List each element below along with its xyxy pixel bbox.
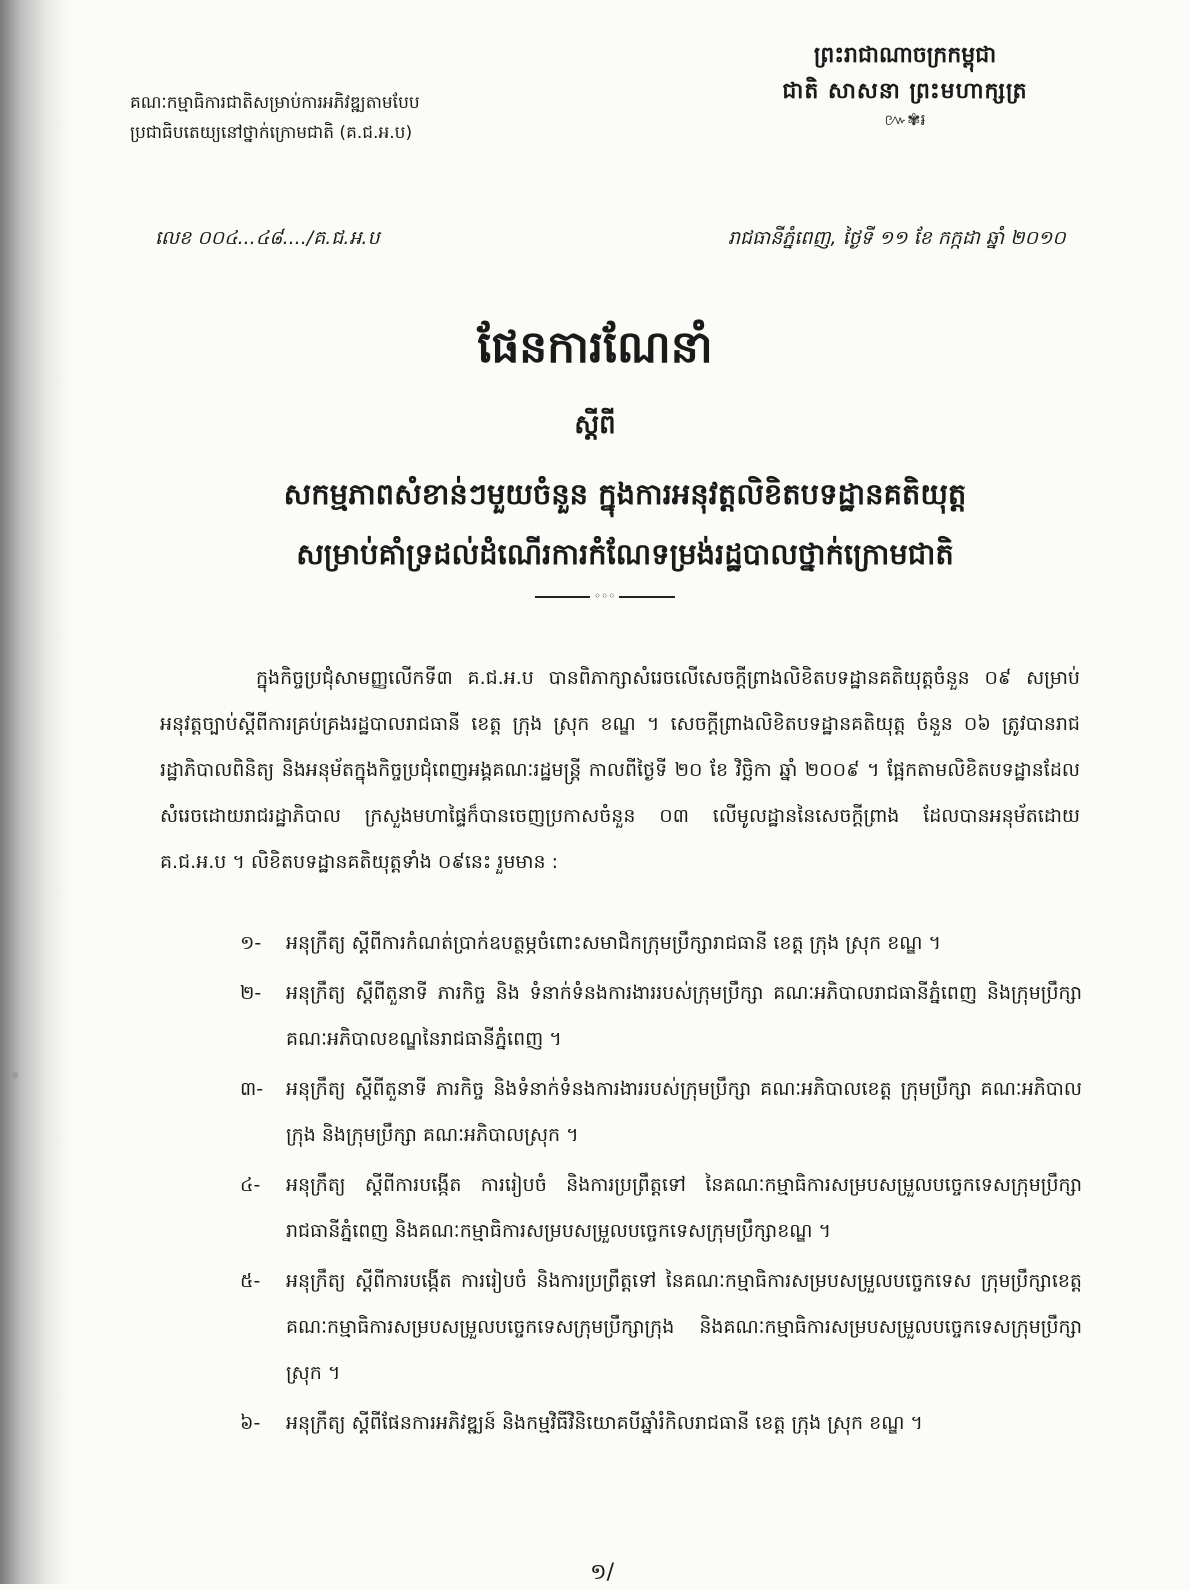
- list-item: [240, 1162, 1082, 1254]
- list-item-text: អនុក្រឹត្យ ស្តីពីតួនាទី ភារកិច្ច និង ទំនាក់ទំនងការងាររបស់ក្រុមប្រឹក្សា គណៈអភិបាលរាជធានីភ្នំពេញ និងក្រុមប្រឹក្សា គណៈអភិបាលខណ្ឌនៃរាជធានីភ្នំពេញ ។: [286, 982, 1082, 1050]
- org-line-2: ប្រជាធិបតេយ្យនៅថ្នាក់ក្រោមជាតិ (គ.ជ.អ.ប): [130, 123, 413, 143]
- list-item: [240, 1066, 1082, 1158]
- issuing-organization: [130, 88, 420, 148]
- subtitle-line-2: សម្រាប់គាំទ្រដល់ដំណើរការកំណែទម្រង់រដ្ឋបាលថ្នាក់ក្រោមជាតិ: [296, 537, 954, 571]
- document-title: ផែនការណែនាំ: [477, 322, 713, 373]
- ornament-icon: ៚✾៛: [884, 110, 926, 129]
- subtitle-line-1: សកម្មភាពសំខាន់ៗមួយចំនួន ក្នុងការអនុវត្តលិខិតបទដ្ឋានគតិយុត្ត: [283, 477, 967, 511]
- divider-ornament-icon: ◦◦◦: [590, 588, 619, 604]
- list-item: [240, 920, 1082, 966]
- list-item: [240, 970, 1082, 1062]
- list-item-text: អនុក្រឹត្យ ស្តីពីការបង្កើត ការរៀបចំ និងការប្រព្រឹត្តទៅ នៃគណៈកម្មាធិការសម្របសម្រួលបច្ចេកទេស ក្រុមប្រឹក្សាខេត្ត គណៈកម្មាធិការសម្របសម្រួលបច្ចេកទេសក្រុមប្រឹក្សាក្រុង និងគណៈកម្មាធិការសម្របសម្រួលបច្ចេកទេសក្រុមប្រឹក្សាស្រុក ។: [286, 1270, 1082, 1384]
- list-item-text: អនុក្រឹត្យ ស្តីពីការកំណត់ប្រាក់ឧបត្ថម្ភចំពោះសមាជិកក្រុមប្រឹក្សារាជធានី ខេត្ត ក្រុង ស្រុក ខណ្ឌ ។: [286, 932, 942, 954]
- list-item: [240, 1400, 1082, 1446]
- list-item-number: ១-: [240, 932, 262, 954]
- title-about: ស្តីពី: [574, 410, 616, 440]
- list-item-text: អនុក្រឹត្យ ស្តីពីផែនការអភិវឌ្ឍន៍ និងកម្មវិធីវិនិយោគបីឆ្នាំរំកិលរាជធានី ខេត្ត ក្រុង ស្រុក ខណ្ឌ ។: [286, 1412, 923, 1434]
- list-item-text: អនុក្រឹត្យ ស្តីពីតួនាទី ភារកិច្ច និងទំនាក់ទំនងការងាររបស់ក្រុមប្រឹក្សា គណៈអភិបាលខេត្ត ក្រុមប្រឹក្សា គណៈអភិបាលក្រុង និងក្រុមប្រឹក្សា គណៈអភិបាលស្រុក ។: [286, 1078, 1082, 1146]
- list-item-number: ៦-: [240, 1412, 261, 1434]
- kingdom-header: [740, 38, 1070, 130]
- document-subtitle: [160, 464, 1090, 584]
- list-item: [240, 1258, 1082, 1396]
- reference-number: លេខ ០០៤...៤៨..../គ.ជ.អ.ប: [155, 227, 380, 249]
- list-item-text: អនុក្រឹត្យ ស្តីពីការបង្កើត ការរៀបចំ និងការប្រព្រឹត្តទៅ នៃគណៈកម្មាធិការសម្របសម្រួលបច្ចេកទេសក្រុមប្រឹក្សារាជធានីភ្នំពេញ និងគណៈកម្មាធិការសម្របសម្រួលបច្ចេកទេសក្រុមប្រឹក្សាខណ្ឌ ។: [286, 1174, 1082, 1242]
- org-line-1: គណៈកម្មាធិការជាតិសម្រាប់ការអភិវឌ្ឍតាមបែប: [130, 93, 420, 113]
- kingdom-name: ព្រះរាជាណាចក្រកម្ពុជា: [813, 43, 997, 68]
- national-motto: ជាតិ សាសនា ព្រះមហាក្សត្រ: [782, 79, 1028, 104]
- list-item-number: ៤-: [240, 1174, 261, 1196]
- regulation-list: [240, 920, 1082, 1450]
- list-item-number: ៣-: [240, 1078, 264, 1100]
- list-item-number: ៥-: [240, 1270, 261, 1292]
- list-item-number: ២-: [240, 982, 262, 1004]
- intro-paragraph: ក្នុងកិច្ចប្រជុំសាមញ្ញលើកទី៣ គ.ជ.អ.ប បានពិភាក្សាសំរេចលើសេចក្តីព្រាងលិខិតបទដ្ឋានគតិយុត្តចំនួន ០៩ សម្រាប់អនុវត្តច្បាប់ស្តីពីការគ្រប់គ្រងរដ្ឋបាលរាជធានី ខេត្ត ក្រុង ស្រុក ខណ្ឌ ។ សេចក្តីព្រាងលិខិតបទដ្ឋានគតិយុត្ត ចំនួន ០៦ ត្រូវបានរាជរដ្ឋាភិបាលពិនិត្យ និងអនុម័តក្នុងកិច្ចប្រជុំពេញអង្គគណៈរដ្ឋមន្ត្រី កាលពីថ្ងៃទី ២០ ខែ វិច្ឆិកា ឆ្នាំ ២០០៩ ។ ផ្អែកតាមលិខិតបទដ្ឋានដែលសំរេចដោយរាជរដ្ឋាភិបាល ក្រសួងមហាផ្ទៃក៏បានចេញប្រកាសចំនួន ០៣ លើមូលដ្ឋាននៃសេចក្តីព្រាង ដែលបានអនុម័តដោយ គ.ជ.អ.ប ។ លិខិតបទដ្ឋានគតិយុត្តទាំង ០៩នេះ រួមមាន :: [160, 667, 1080, 873]
- page-number: ១/: [590, 1560, 615, 1585]
- document-date: រាជធានីភ្នំពេញ, ថ្ងៃទី ១១ ខែ កក្កដា ឆ្នាំ ២០១០: [728, 227, 1066, 249]
- scan-shadow: [0, 0, 70, 1584]
- scan-speck: [12, 1072, 18, 1078]
